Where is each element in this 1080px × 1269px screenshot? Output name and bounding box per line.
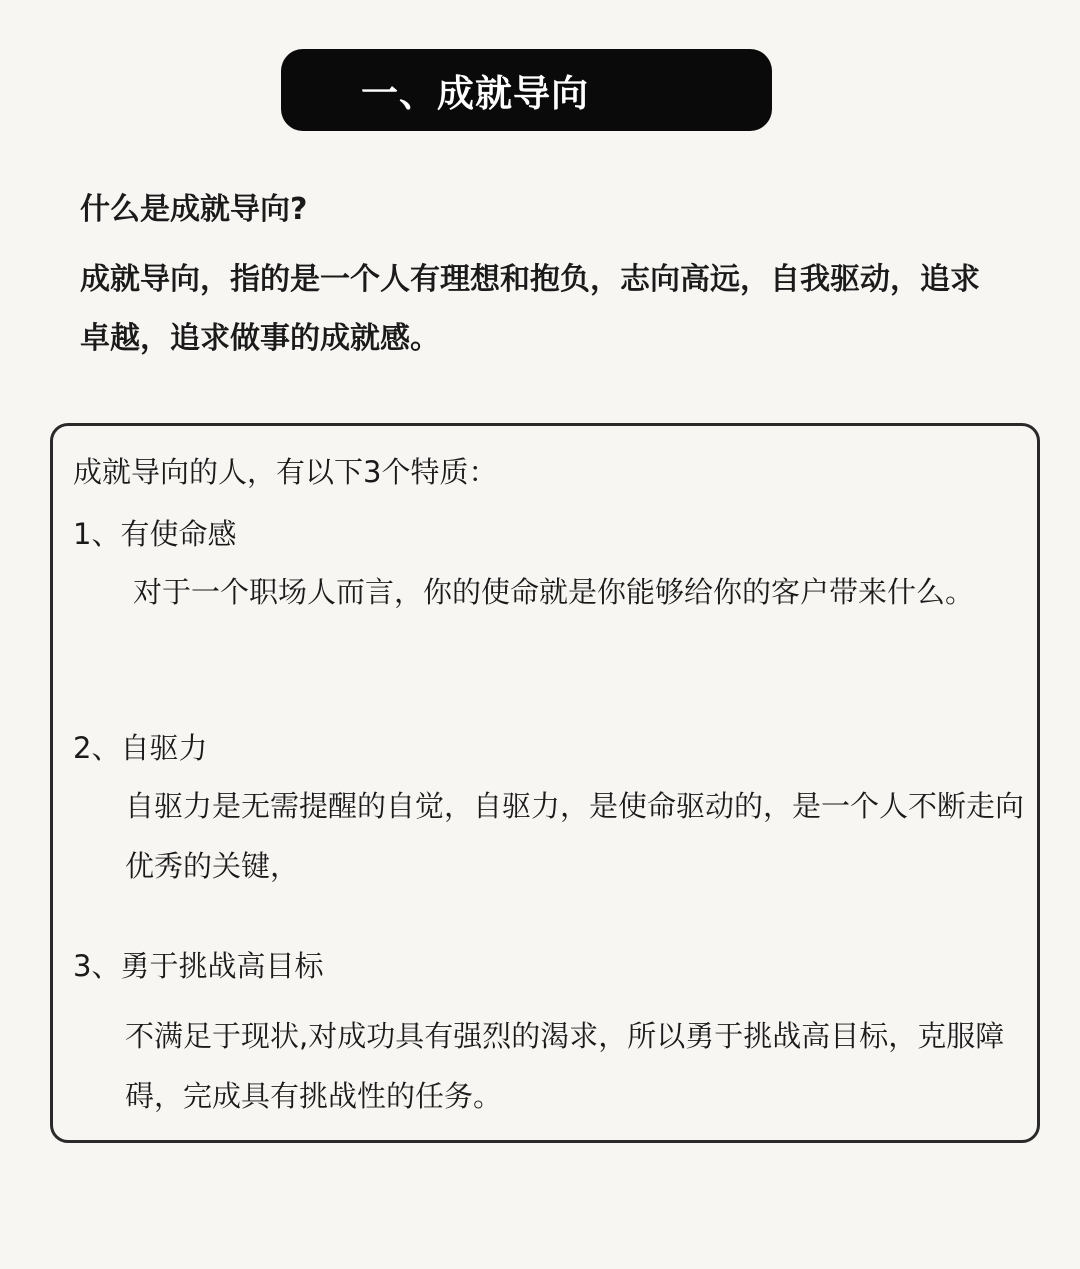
traits-heading: 成就导向的人，有以下3个特质： [73, 455, 498, 489]
trait-title-2: 2、自驱力 [73, 731, 208, 765]
trait-title-1: 1、有使命感 [73, 517, 237, 551]
trait-body-2: 自驱力是无需提醒的自觉，自驱力，是使命驱动的，是一个人不断走向优秀的关键， [125, 789, 1025, 883]
section-title: 一、成就导向 [361, 72, 589, 115]
trait-body-3: 不满足于现状,对成功具有强烈的渴求，所以勇于挑战高目标，克服障碍，完成具有挑战性的任务。 [125, 1019, 1005, 1113]
traits-card [50, 423, 1040, 1143]
section-title-banner [281, 49, 772, 131]
intro-definition: 成就导向，指的是一个人有理想和抱负，志向高远，自我驱动，追求卓越，追求做事的成就感。 [80, 262, 980, 356]
intro-question: 什么是成就导向? [80, 192, 308, 227]
trait-title-3: 3、勇于挑战高目标 [73, 949, 324, 983]
trait-body-1: 对于一个职场人而言，你的使命就是你能够给你的客户带来什么。 [133, 575, 975, 609]
